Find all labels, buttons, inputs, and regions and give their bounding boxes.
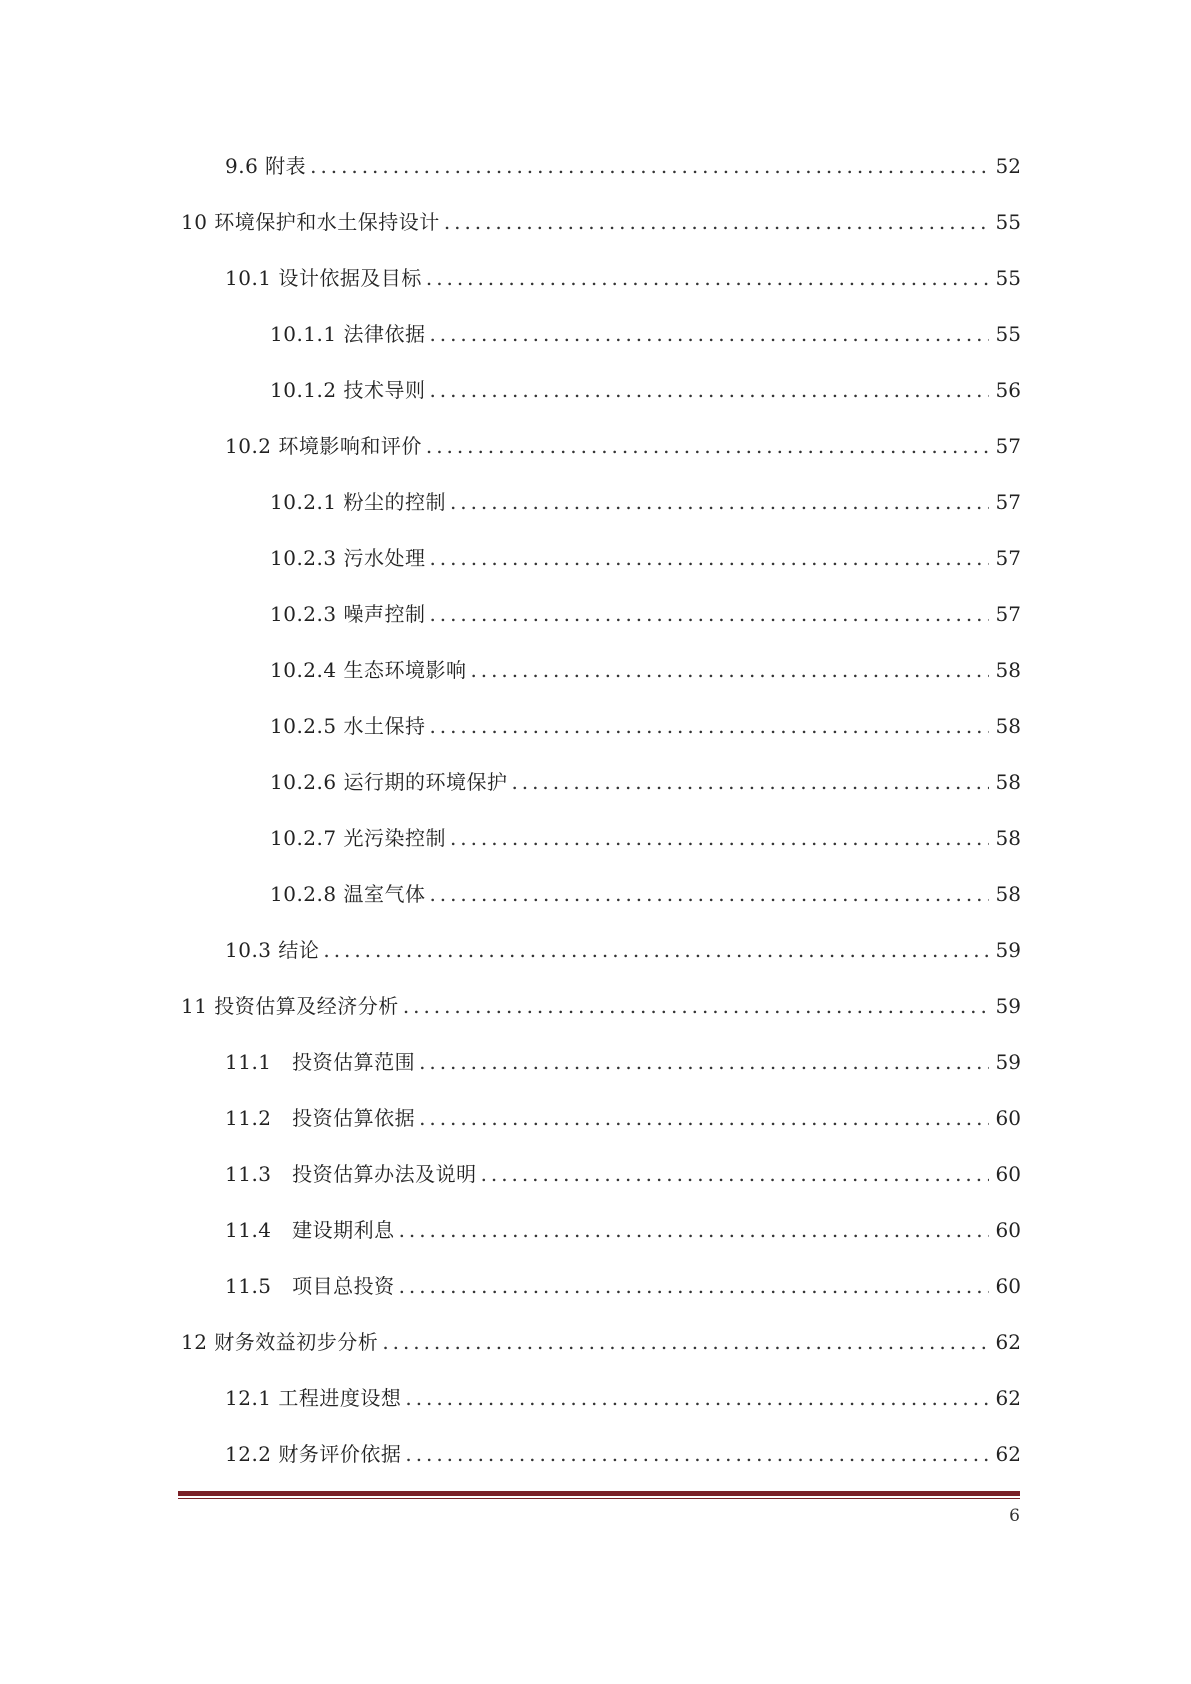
- toc-dot-leader: [450, 810, 989, 866]
- toc-entry-title: 10.2.4 生态环境影响: [270, 658, 467, 682]
- toc-dot-leader: [444, 194, 989, 250]
- toc-entry[interactable]: [181, 978, 1021, 1034]
- toc-entry[interactable]: [181, 1202, 1021, 1258]
- toc-entry-title: 10.2 环境影响和评价: [225, 434, 422, 458]
- toc-entry[interactable]: [181, 474, 1021, 530]
- toc-entry-page: 58: [995, 658, 1021, 682]
- toc-entry-page: 58: [995, 770, 1021, 794]
- toc-entry-title: 12 财务效益初步分析: [181, 1330, 379, 1354]
- toc-entry-title: 10.2.5 水土保持: [270, 714, 426, 738]
- toc-entry[interactable]: [181, 138, 1021, 194]
- toc-entry[interactable]: [181, 810, 1021, 866]
- toc-entry-title: 11.2 投资估算依据: [225, 1106, 416, 1130]
- toc-entry-page: 60: [995, 1106, 1021, 1130]
- toc-entry-title: 11.5 项目总投资: [225, 1274, 395, 1298]
- toc-entry-title: 11.1 投资估算范围: [225, 1050, 416, 1074]
- toc-dot-leader: [382, 1314, 989, 1370]
- toc-dot-leader: [429, 362, 989, 418]
- toc-entry[interactable]: [181, 1090, 1021, 1146]
- toc-entry[interactable]: [181, 642, 1021, 698]
- toc-entry-title: 12.2 财务评价依据: [225, 1442, 402, 1466]
- toc-entry-title: 11 投资估算及经济分析: [181, 994, 399, 1018]
- toc-dot-leader: [429, 866, 989, 922]
- toc-entry[interactable]: [181, 1426, 1021, 1482]
- toc-entry-page: 56: [995, 378, 1021, 402]
- toc-entry-page: 62: [995, 1330, 1021, 1354]
- toc-entry[interactable]: [181, 922, 1021, 978]
- toc-entry-page: 57: [995, 490, 1021, 514]
- toc-dot-leader: [323, 922, 989, 978]
- toc-entry-page: 58: [995, 826, 1021, 850]
- toc-entry-page: 55: [995, 322, 1021, 346]
- toc-entry[interactable]: [181, 1146, 1021, 1202]
- toc-entry[interactable]: [181, 1370, 1021, 1426]
- toc-entry[interactable]: [181, 530, 1021, 586]
- toc-dot-leader: [419, 1090, 989, 1146]
- toc-dot-leader: [450, 474, 989, 530]
- toc-entry-page: 58: [995, 882, 1021, 906]
- toc-entry[interactable]: [181, 194, 1021, 250]
- toc-entry[interactable]: [181, 1258, 1021, 1314]
- toc-entry-title: 10.3 结论: [225, 938, 320, 962]
- toc-dot-leader: [426, 250, 989, 306]
- toc-dot-leader: [429, 306, 989, 362]
- toc-dot-leader: [405, 1426, 989, 1482]
- toc-entry-page: 52: [995, 154, 1021, 178]
- toc-entry[interactable]: [181, 306, 1021, 362]
- toc-entry-title: 10.2.1 粉尘的控制: [270, 490, 446, 514]
- toc-entry-page: 55: [995, 210, 1021, 234]
- toc-entry-page: 57: [995, 546, 1021, 570]
- toc-entry-page: 62: [995, 1386, 1021, 1410]
- toc-entry[interactable]: [181, 698, 1021, 754]
- toc-entry[interactable]: [181, 866, 1021, 922]
- toc-entry-page: 55: [995, 266, 1021, 290]
- footer-divider-thin-line: [178, 1498, 1020, 1499]
- toc-entry-page: 59: [995, 994, 1021, 1018]
- toc-entry-page: 57: [995, 434, 1021, 458]
- toc-entry-page: 59: [995, 1050, 1021, 1074]
- toc-dot-leader: [405, 1370, 989, 1426]
- page-number: 6: [1009, 1506, 1020, 1526]
- toc-dot-leader: [403, 978, 989, 1034]
- toc-entry-title: 11.4 建设期利息: [225, 1218, 395, 1242]
- toc-entry-page: 57: [995, 602, 1021, 626]
- toc-entry-page: 60: [995, 1218, 1021, 1242]
- toc-dot-leader: [470, 642, 989, 698]
- toc-dot-leader: [426, 418, 989, 474]
- toc-entry-title: 10.2.8 温室气体: [270, 882, 426, 906]
- toc-entry[interactable]: [181, 1314, 1021, 1370]
- toc-entry-title: 10.1.1 法律依据: [270, 322, 426, 346]
- table-of-contents: [181, 138, 1021, 1482]
- toc-dot-leader: [399, 1258, 989, 1314]
- toc-entry-title: 10.1.2 技术导则: [270, 378, 426, 402]
- toc-entry-page: 60: [995, 1162, 1021, 1186]
- toc-dot-leader: [429, 698, 989, 754]
- toc-entry-title: 10.2.3 污水处理: [270, 546, 426, 570]
- toc-dot-leader: [429, 530, 989, 586]
- toc-entry-title: 10 环境保护和水土保持设计: [181, 210, 440, 234]
- toc-entry[interactable]: [181, 250, 1021, 306]
- toc-dot-leader: [481, 1146, 989, 1202]
- toc-entry[interactable]: [181, 418, 1021, 474]
- toc-entry-page: 58: [995, 714, 1021, 738]
- toc-entry-title: 10.1 设计依据及目标: [225, 266, 422, 290]
- toc-entry-page: 59: [995, 938, 1021, 962]
- toc-entry-title: 10.2.7 光污染控制: [270, 826, 446, 850]
- toc-dot-leader: [429, 586, 989, 642]
- toc-entry-title: 10.2.3 噪声控制: [270, 602, 426, 626]
- toc-entry[interactable]: [181, 362, 1021, 418]
- toc-entry[interactable]: [181, 754, 1021, 810]
- footer-divider: [178, 1491, 1020, 1499]
- toc-entry-page: 62: [995, 1442, 1021, 1466]
- toc-dot-leader: [419, 1034, 989, 1090]
- toc-dot-leader: [511, 754, 989, 810]
- toc-entry[interactable]: [181, 1034, 1021, 1090]
- toc-entry-title: 10.2.6 运行期的环境保护: [270, 770, 508, 794]
- toc-entry-title: 12.1 工程进度设想: [225, 1386, 402, 1410]
- toc-dot-leader: [310, 138, 989, 194]
- toc-entry-title: 11.3 投资估算办法及说明: [225, 1162, 477, 1186]
- toc-entry[interactable]: [181, 586, 1021, 642]
- toc-entry-page: 60: [995, 1274, 1021, 1298]
- toc-entry-title: 9.6 附表: [225, 154, 307, 178]
- toc-dot-leader: [399, 1202, 989, 1258]
